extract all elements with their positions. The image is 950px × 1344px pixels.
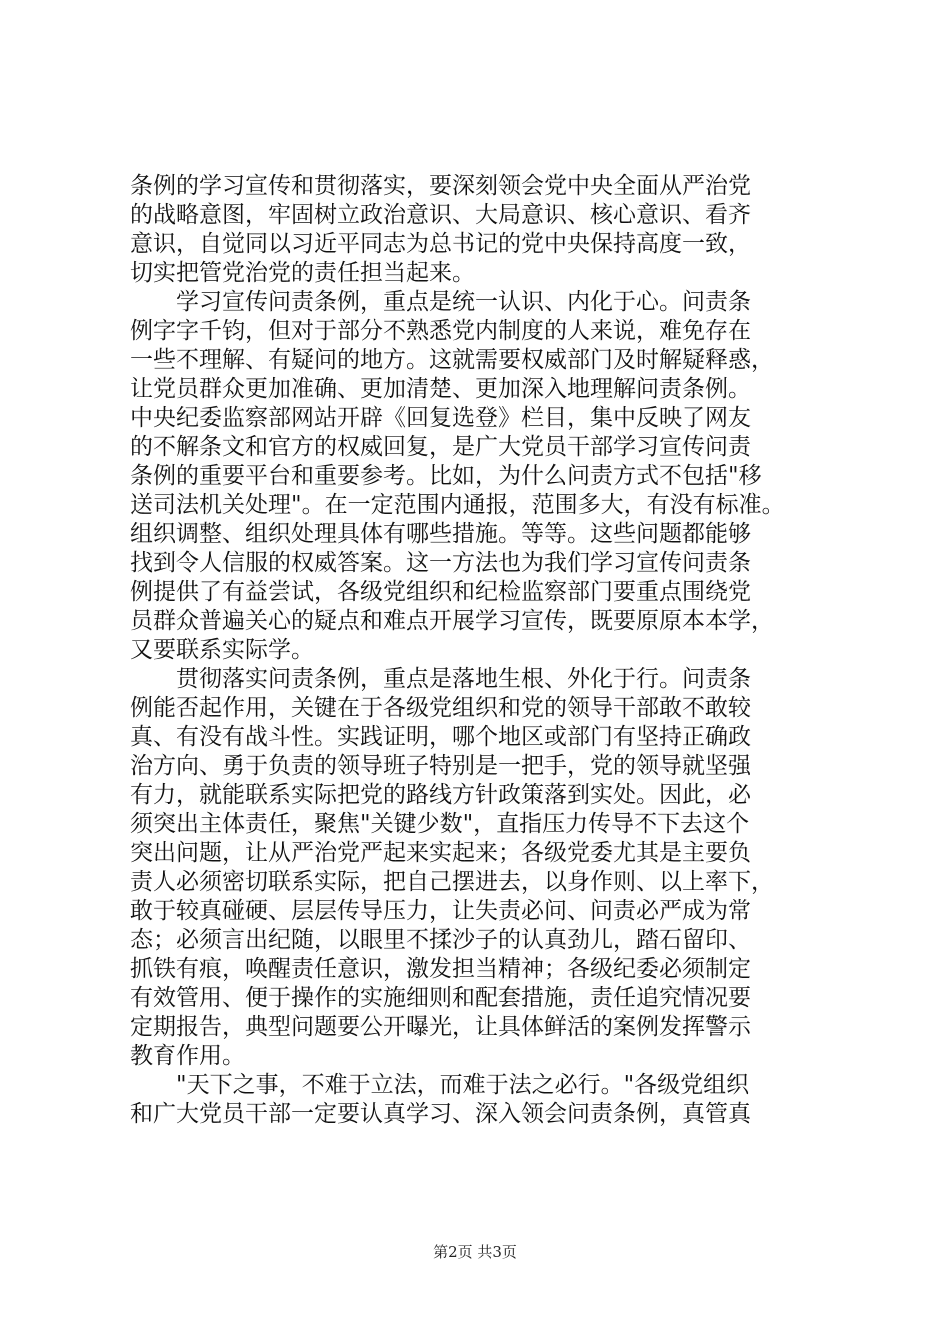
text-line: 找到令人信服的权威答案。这一方法也为我们学习宣传问责条 <box>130 550 751 576</box>
text-line: 突出问题，让从严治党严起来实起来；各级党委尤其是主要负 <box>130 840 751 866</box>
text-line: 意识，自觉同以习近平同志为总书记的党中央保持高度一致， <box>130 231 751 257</box>
text-line: 条例的重要平台和重要参考。比如，为什么问责方式不包括"移 <box>130 463 762 489</box>
text-line: 态；必须言出纪随，以眼里不揉沙子的认真劲儿，踏石留印、 <box>130 927 751 953</box>
text-line: 例字字千钧，但对于部分不熟悉党内制度的人来说，难免存在 <box>130 318 751 344</box>
text-line: 有效管用、便于操作的实施细则和配套措施，责任追究情况要 <box>130 985 751 1011</box>
text-line: 让党员群众更加准确、更加清楚、更加深入地理解问责条例。 <box>130 376 751 402</box>
text-line: 和广大党员干部一定要认真学习、深入领会问责条例，真管真 <box>130 1101 751 1127</box>
body-text <box>130 172 830 1129</box>
text-line: 组织调整、组织处理具体有哪些措施。等等。这些问题都能够 <box>130 521 751 547</box>
text-line: 条例的学习宣传和贯彻落实，要深刻领会党中央全面从严治党 <box>130 173 751 199</box>
text-line: 真、有没有战斗性。实践证明，哪个地区或部门有坚持正确政 <box>130 724 751 750</box>
text-line: 教育作用。 <box>130 1043 245 1069</box>
text-line: 中央纪委监察部网站开辟《回复选登》栏目，集中反映了网友 <box>130 405 751 431</box>
text-line: 切实把管党治党的责任担当起来。 <box>130 260 475 286</box>
text-line: 抓铁有痕，唤醒责任意识，激发担当精神；各级纪委必须制定 <box>130 956 751 982</box>
text-line: 员群众普遍关心的疑点和难点开展学习宣传，既要原原本本学， <box>130 608 774 634</box>
text-line: 的不解条文和官方的权威回复，是广大党员干部学习宣传问责 <box>130 434 751 460</box>
text-line: 又要联系实际学。 <box>130 637 314 663</box>
text-line: 定期报告，典型问题要公开曝光，让具体鲜活的案例发挥警示 <box>130 1014 751 1040</box>
text-line: "天下之事，不难于立法，而难于法之必行。"各级党组织 <box>130 1072 750 1098</box>
text-line: 一些不理解、有疑问的地方。这就需要权威部门及时解疑释惑， <box>130 347 774 373</box>
text-line: 须突出主体责任，聚焦"关键少数"，直指压力传导不下去这个 <box>130 811 750 837</box>
text-line: 有力，就能联系实际把党的路线方针政策落到实处。因此，必 <box>130 782 751 808</box>
text-line: 送司法机关处理"。在一定范围内通报，范围多大，有没有标准。 <box>130 492 785 518</box>
page-footer: 第2页 共3页 <box>433 1243 517 1261</box>
text-line: 贯彻落实问责条例，重点是落地生根、外化于行。问责条 <box>130 666 751 692</box>
text-line: 责人必须密切联系实际，把自己摆进去，以身作则、以上率下， <box>130 869 774 895</box>
text-line: 的战略意图，牢固树立政治意识、大局意识、核心意识、看齐 <box>130 202 751 228</box>
text-line: 治方向、勇于负责的领导班子特别是一把手，党的领导就坚强 <box>130 753 751 779</box>
text-line: 敢于较真碰硬、层层传导压力，让失责必问、问责必严成为常 <box>130 898 751 924</box>
text-line: 例提供了有益尝试，各级党组织和纪检监察部门要重点围绕党 <box>130 579 751 605</box>
text-line: 例能否起作用，关键在于各级党组织和党的领导干部敢不敢较 <box>130 695 751 721</box>
text-line: 学习宣传问责条例，重点是统一认识、内化于心。问责条 <box>130 289 751 315</box>
